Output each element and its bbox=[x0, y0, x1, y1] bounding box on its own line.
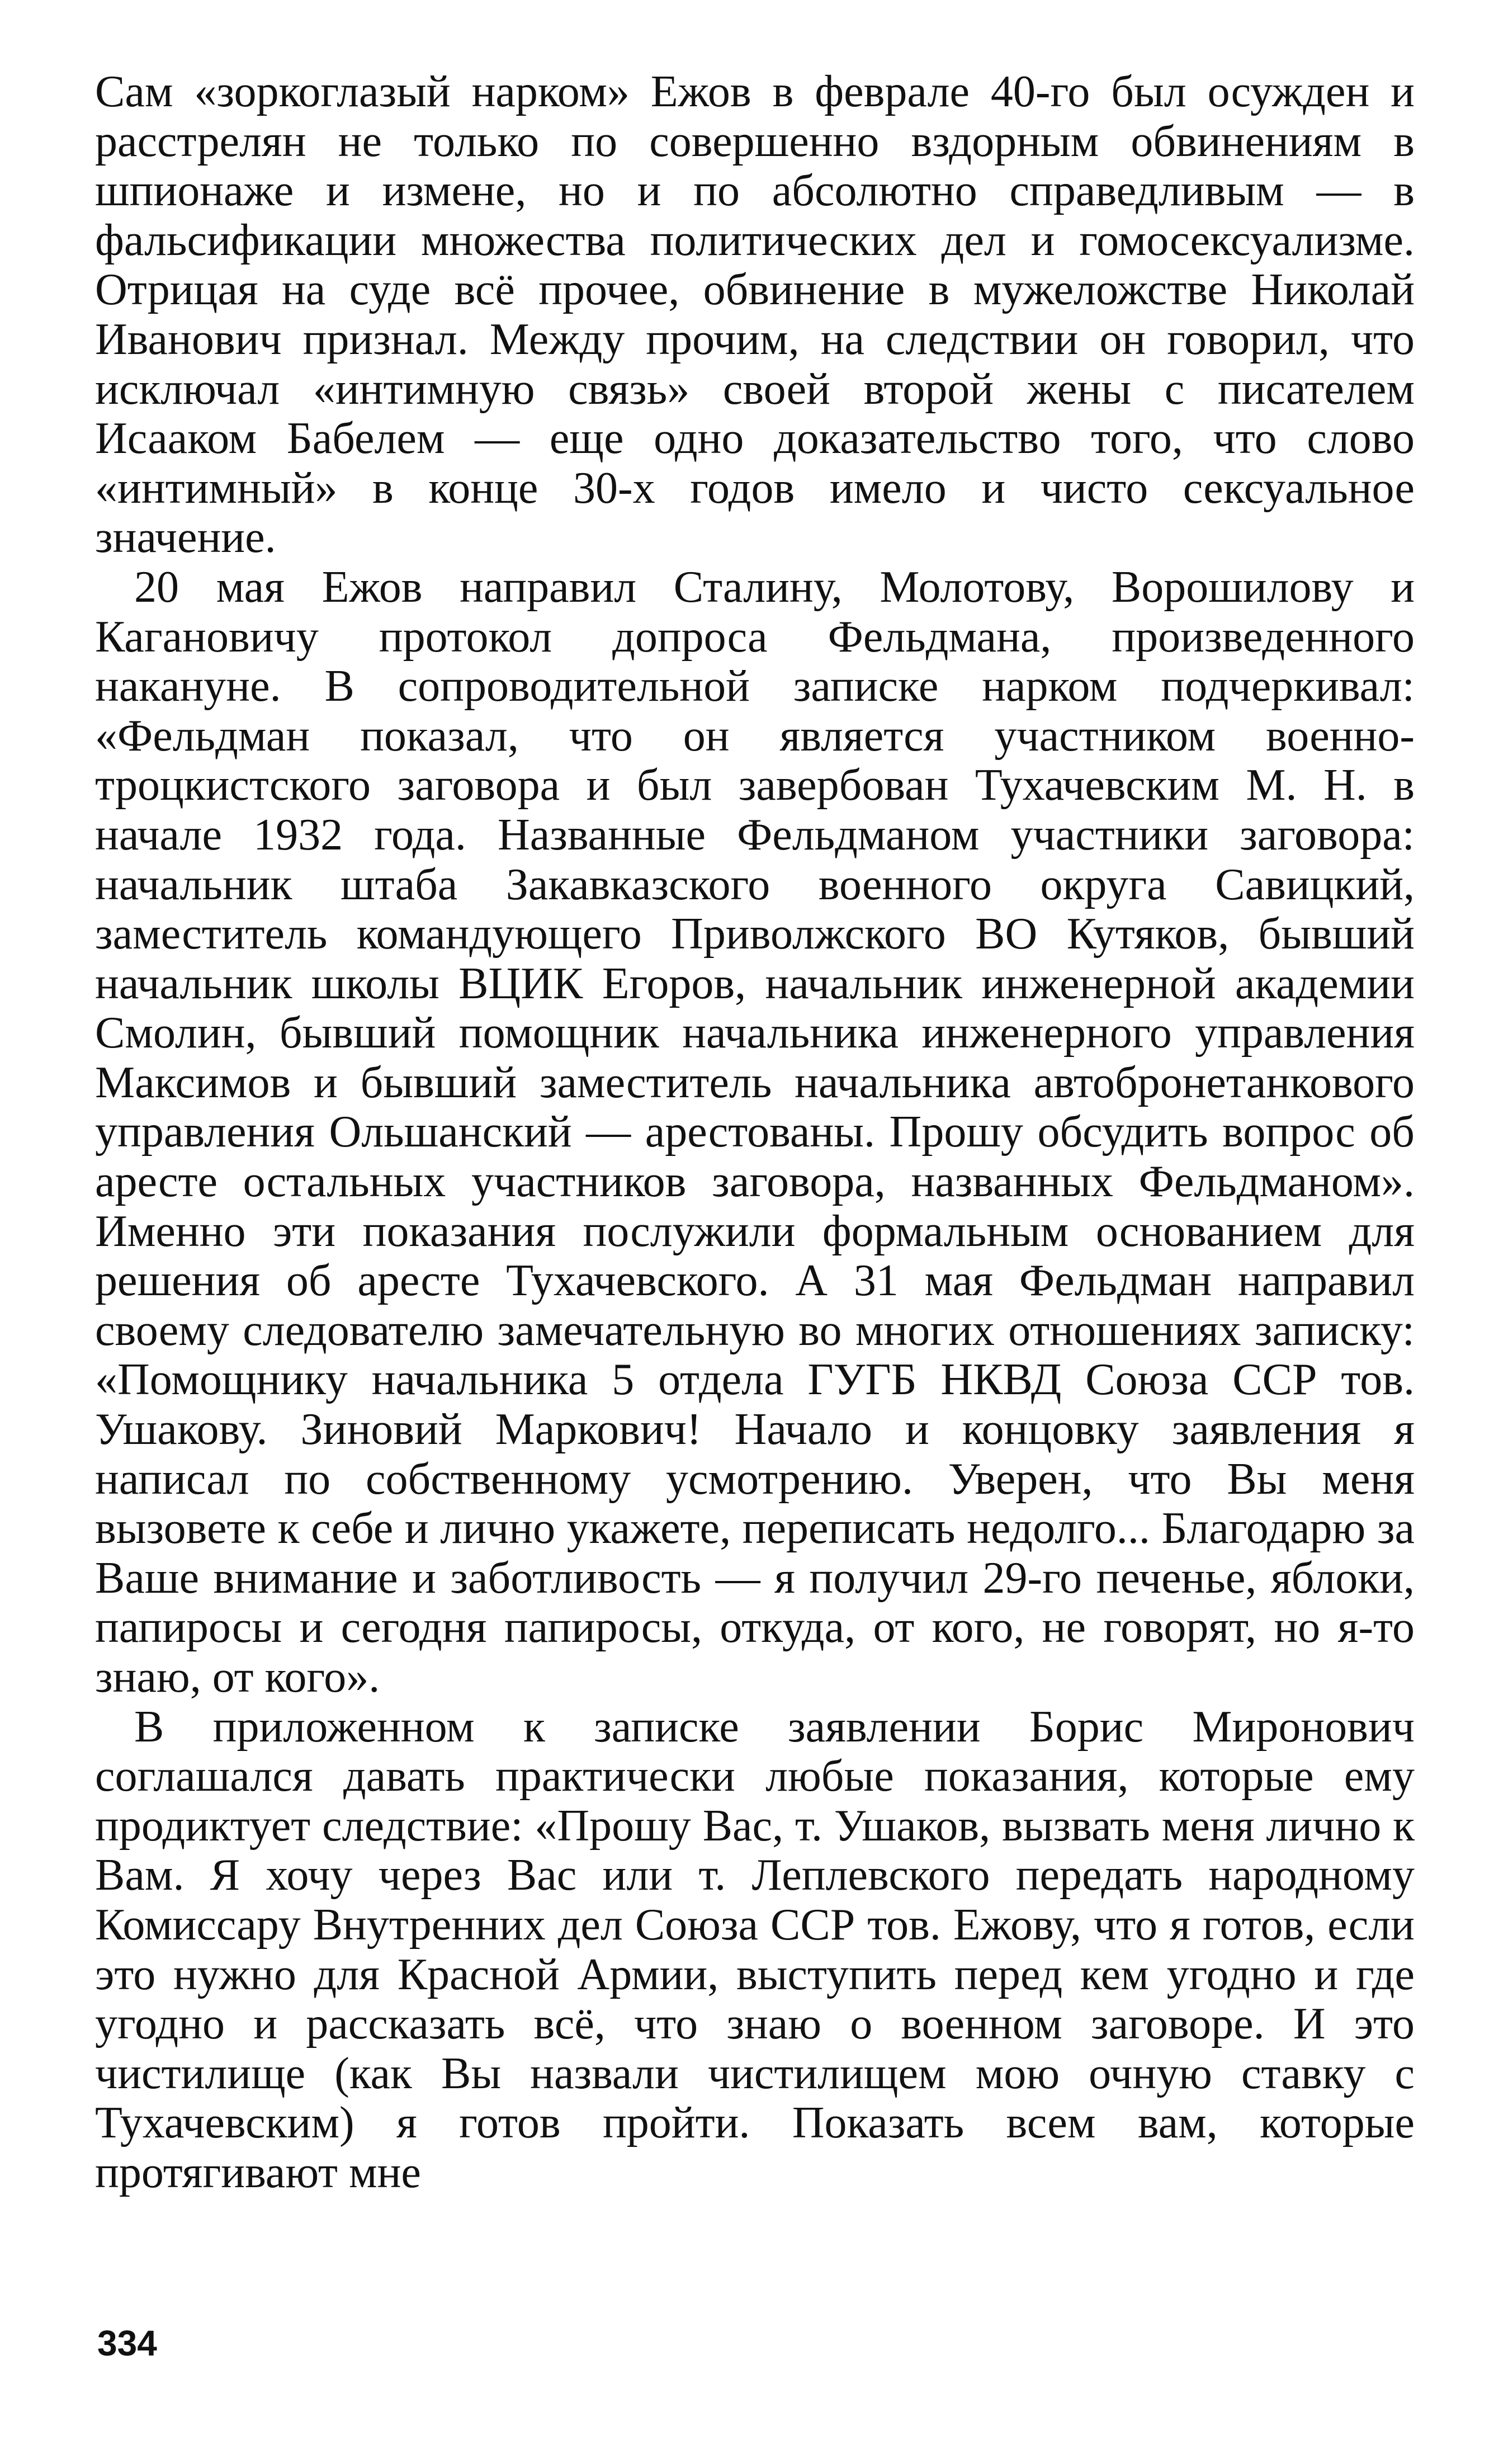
paragraph-3: В приложенном к записке заявлении Борис Миронович соглашался давать практически любые показания, которые ему продиктует следствие: «Прошу Вас, т. Ушаков, вызвать меня лично к Вам. Я хочу через Вас или т. Леплевского передать народному Комиссару Внутренних дел Союза ССР тов. Ежову, что я готов, если это нужно для Красной Армии, выступить перед кем угодно и где угодно и рассказать всё, что знаю о военном заговоре. И это чистилище (как Вы назвали чистилищем мою очную ставку с Тухачевским) я готов пройти. Показать всем вам, которые протягивают мне bbox=[95, 1702, 1415, 2197]
paragraph-1: Сам «зоркоглазый нарком» Ежов в феврале 40-го был осужден и расстрелян не только по совершенно вздорным обвинениям в шпионаже и измене, но и по абсолютно справедливым — в фальсификации множества политических дел и гомосексуализме. Отрицая на суде всё прочее, обвинение в мужеложстве Николай Иванович признал. Между прочим, на следствии он говорил, что исключал «интимную связь» своей второй жены с писателем Исааком Бабелем — еще одно доказательство того, что слово «интимный» в конце 30-х годов имело и чисто сексуальное значение. bbox=[95, 67, 1415, 563]
page-number: 334 bbox=[97, 2323, 157, 2363]
paragraph-2: 20 мая Ежов направил Сталину, Молотову, Ворошилову и Кагановичу протокол допроса Фельдмана, произведенного накануне. В сопроводительной записке нарком подчеркивал: «Фельдман показал, что он является участником военно-троцкистского заговора и был завербован Тухачевским М. Н. в начале 1932 года. Названные Фельдманом участники заговора: начальник штаба Закавказского военного округа Савицкий, заместитель командующего Приволжского ВО Кутяков, бывший начальник школы ВЦИК Егоров, начальник инженерной академии Смолин, бывший помощник начальника инженерного управления Максимов и бывший заместитель начальника автобронетанкового управления Ольшанский — арестованы. Прошу обсудить вопрос об аресте остальных участников заговора, названных Фельдманом». Именно эти показания послужили формальным основанием для решения об аресте Тухачевского. А 31 мая Фельдман направил своему следователю замечательную во многих отношениях записку: «Помощнику начальника 5 отдела ГУГБ НКВД Союза ССР тов. Ушакову. Зиновий Маркович! Начало и концовку заявления я написал по собственному усмотрению. Уверен, что Вы меня вызовете к себе и лично укажете, переписать недолго... Благодарю за Ваше внимание и заботливость — я получил 29-го печенье, яблоки, папиросы и сегодня папиросы, откуда, от кого, не говорят, но я-то знаю, от кого». bbox=[95, 562, 1415, 1702]
page-body bbox=[95, 67, 1415, 2388]
